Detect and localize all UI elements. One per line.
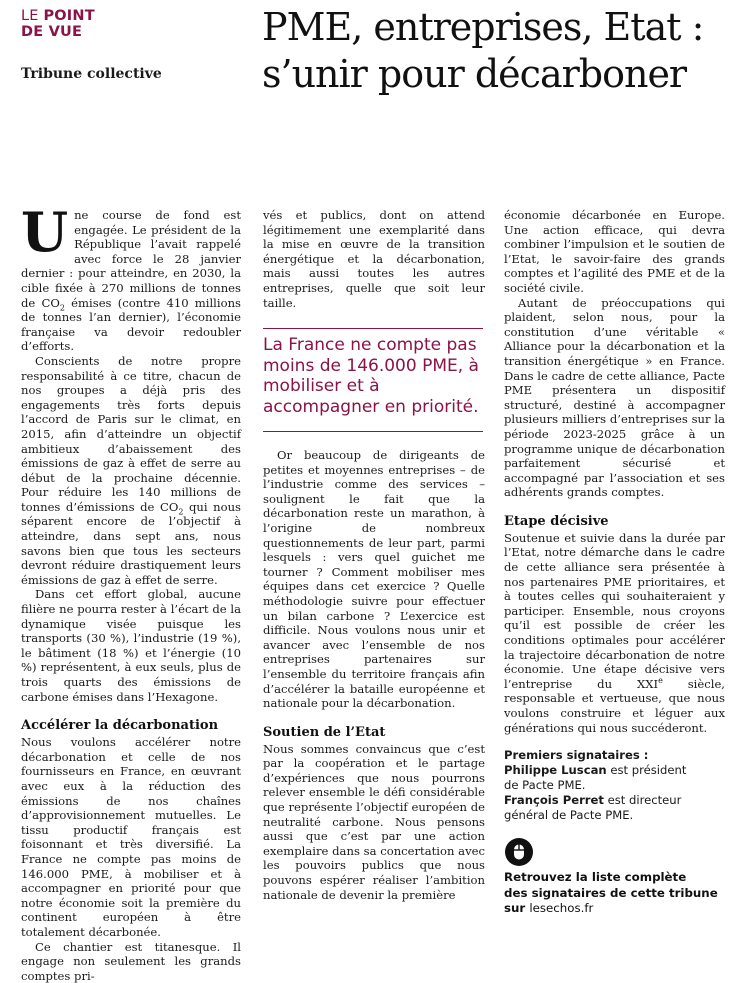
article-column-1 (21, 208, 241, 983)
signatory-role: est président (607, 763, 687, 777)
paragraph (504, 531, 725, 735)
signatories-heading: Premiers signataires : (504, 748, 734, 763)
mouse-icon (505, 838, 533, 866)
pull-quote: La France ne compte pas moins de 146.000 PME, à mobiliser et à accompagner en priorité. (263, 328, 483, 432)
site-link[interactable]: lesechos.fr (529, 901, 593, 915)
paragraph: vés et publics, dont on attend légitimement une exemplarité dans la mise en œuvre de la transition énergétique et la décarbonation, mais aussi toutes les autres entreprises, quelle que soit leur taille. (263, 208, 485, 310)
paragraph: Nous sommes convaincus que c’est par la coopération et le partage d’expériences que nous pourrons relever ensemble le défi considérable que représente l’objectif européen de neutralité carbone. Nous pensons aussi que c’est par une action exemplaire dans sa concertation avec les pouvoirs publics que nous pouvons espérer réaliser l’ambition nationale de devenir la première (263, 742, 485, 903)
section-kicker (21, 8, 95, 40)
article-column-2-bottom (263, 448, 485, 902)
headline-line-1: PME, entreprises, Etat : (262, 4, 742, 51)
kicker-text-le: LE (21, 8, 43, 24)
drop-cap: U (21, 210, 68, 254)
signatories (504, 748, 734, 823)
promo-lesechos (504, 870, 734, 917)
paragraph: Or beaucoup de dirigeants de petites et moyennes entreprises – de l’industrie comme des services – soulignent le fait que la décarbonation reste un marathon, à l’origine de nombreux questionnements de leur part, parmi lesquels : vers quel guichet me tourner ? Comment mobiliser mes équipes dans cet exercice ? Quelle méthodologie suivre pour effectuer un bilan carbone ? L’exercice est difficile. Nous voulons nous unir et avancer avec l’ensemble de nos entreprises partenaires sur l’ensemble du territoire français afin d’accélérer la bataille européenne et nationale pour la décarbonation. (263, 448, 485, 711)
paragraph: Nous voulons accélérer notre décarbonation et celle de nos fournisseurs en France, en œuvrant avec eux à la réduction des émissions de nos chaînes d’approvisionnement mutuelles. Le tissu productif français est foisonnant et très diversifié. La France ne compte pas moins de 146.000 PME, à mobiliser et à accompagner en priorité pour que notre économie soit la première du continent européen à être totalement décarbonée. (21, 735, 241, 939)
subscript: 2 (178, 507, 183, 516)
promo-line: des signataires de cette tribune (504, 886, 734, 902)
kicker-text-point: POINT (43, 8, 94, 24)
signatory-1 (504, 763, 734, 778)
tribune-label: Tribune collective (21, 66, 162, 82)
paragraph (21, 208, 241, 354)
headline-line-2: s’unir pour décarboner (262, 51, 742, 98)
subheading: Etape décisive (504, 514, 725, 530)
paragraph (21, 354, 241, 588)
paragraph: Dans cet effort global, aucune filière ne pourra rester à l’écart de la dynamique visée puisque les transports (30 %), l’industrie (19 %), le bâtiment (18 %) et l’énergie (10 %) représentent, à eux seuls, plus de trois quarts des émissions de carbone émises dans l’Hexagone. (21, 587, 241, 704)
promo-line (504, 901, 734, 917)
paragraph: économie décarbonée en Europe. Une action efficace, qui devra combiner l’impulsion et le soutien de l’Etat, le savoir-faire des grands comptes et l’agilité des PME et de la société civile. (504, 208, 725, 296)
paragraph-text: ne course de fond est engagée. Le président de la République l’avait rappelé avec force le 28 janvier dernier : pour atteindre, en 2030, la cible fixée à 270 millions de tonnes de CO (21, 208, 241, 310)
kicker-text-de-vue: DE VUE (21, 24, 95, 40)
signatory-1-org: de Pacte PME. (504, 778, 734, 793)
paragraph: Autant de préoccupations qui plaident, selon nous, pour la constitution d’une véritable « Alliance pour la décarbonation et la transition énergétique » en France. Dans le cadre de cette alliance, Pacte PME présentera un dispositif structuré, destiné à accompagner plusieurs milliers d’entreprises sur la période 2023-2025 grâce à un programme unique de décarbonation parfaitement sécurisé et accompagné par l’association et ses adhérents grands comptes. (504, 296, 725, 500)
signatory-2 (504, 793, 734, 808)
signatory-role: est directeur (604, 793, 681, 807)
paragraph-text: siècle, responsable et vertueuse, que nous voulons construire et léguer aux générations qui nous succéderont. (504, 677, 725, 735)
paragraph-text: Soutenue et suivie dans la durée par l’Etat, notre démarche dans le cadre de cette alliance sera présentée à nos partenaires PME prioritaires, et à toutes celles qui souhaiteraient y participer. Ensemble, nous croyons qu’il est possible de créer les conditions optimales pour accélérer la trajectoire décarbonation de notre économie. Une étape décisive vers l’entreprise du XXI (504, 531, 725, 691)
paragraph: Ce chantier est titanesque. Il engage non seulement les grands comptes pri- (21, 940, 241, 983)
paragraph-text: Conscients de notre propre responsabilité à ce titre, chacun de nos groupes a déjà pris des engagements très forts depuis l’accord de Paris sur le climat, en 2015, afin d’atteindre un objectif ambitieux d’abaissement des émissions de gaz à effet de serre au début de la prochaine décennie. Pour réduire les 140 millions de tonnes d’émissions de CO (21, 354, 241, 514)
subheading: Accélérer la décarbonation (21, 718, 241, 734)
article-column-3 (504, 208, 725, 735)
signatory-name: Philippe Luscan (504, 763, 607, 777)
subscript: 2 (60, 303, 65, 312)
superscript: e (658, 676, 663, 685)
paragraph-text: qui nous séparent encore de l’objectif à atteindre, dans sept ans, nous savons bien que tous les secteurs devront réduire drastiquement leurs émissions de gaz à effet de serre. (21, 500, 241, 587)
paragraph-text: émises (contre 410 millions de tonnes l’an dernier), l’économie française va devoir redoubler d’efforts. (21, 296, 241, 354)
promo-text: sur (504, 901, 529, 915)
article-headline (262, 4, 742, 98)
signatory-2-org: général de Pacte PME. (504, 808, 734, 823)
signatory-name: François Perret (504, 793, 604, 807)
subheading: Soutien de l’Etat (263, 725, 485, 741)
article-column-2-top (263, 208, 485, 310)
promo-line: Retrouvez la liste complète (504, 870, 734, 886)
